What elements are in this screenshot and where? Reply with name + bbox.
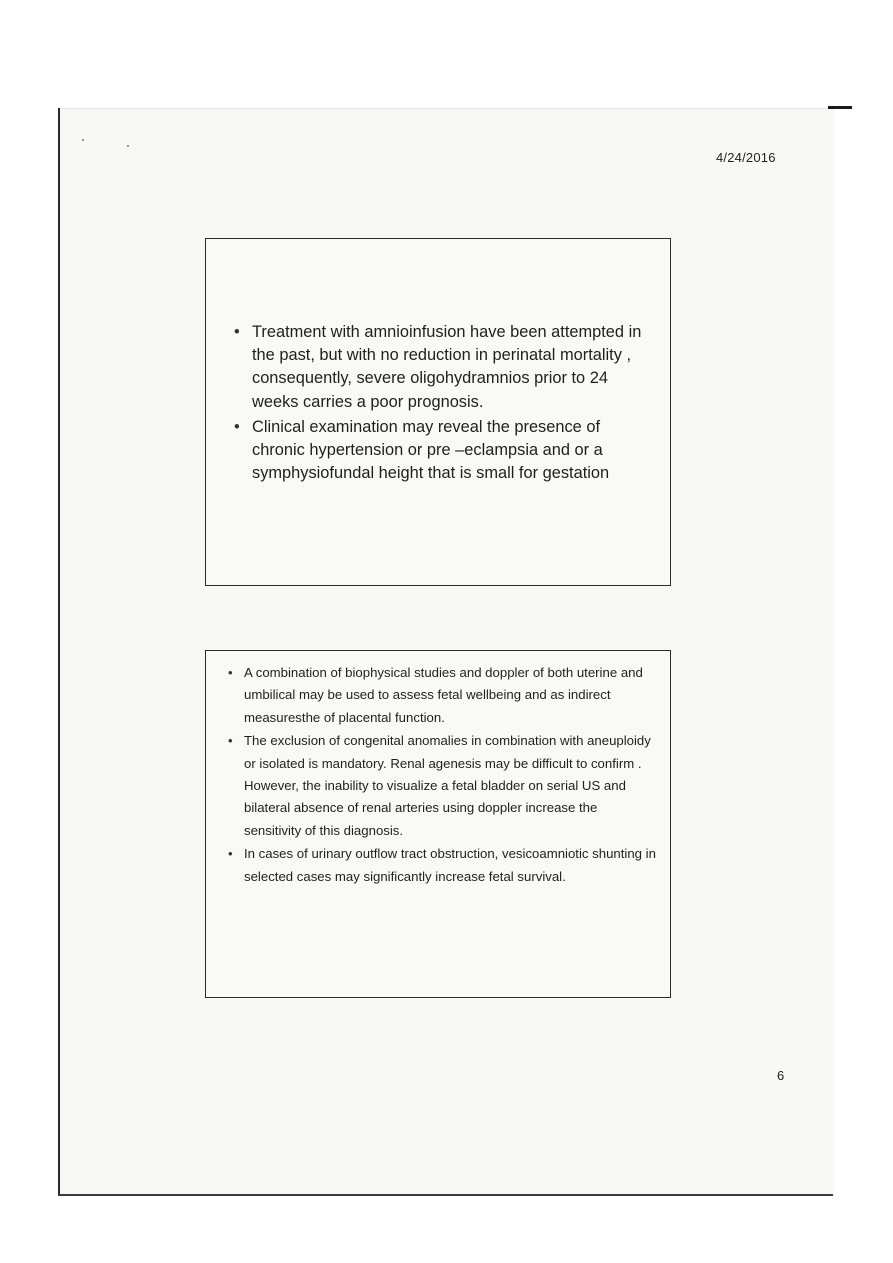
bullet-icon: • [228,733,233,749]
scan-speck [127,145,129,147]
bullet-item [230,321,650,414]
bullet-icon: • [234,417,240,436]
scan-speck [82,139,84,141]
bullet-text: Clinical examination may reveal the presence of chronic hypertension or pre –eclampsia and or a symphysiofundal height that is small for gestation [252,417,610,483]
scan-edge-mark [828,106,852,109]
bullet-item [226,662,656,729]
bullet-icon: • [234,323,240,341]
slide-1 [205,238,671,586]
bullet-item [230,416,650,486]
slide-1-bullet-list [230,321,650,487]
bullet-icon: • [228,846,233,862]
bullet-item [226,730,656,842]
slide-2 [205,650,671,998]
bullet-text: The exclusion of congenital anomalies in combination with aneuploidy or isolated is mandatory. Renal agenesis may be difficult to confirm . However, the inability to visualize a fetal bladder on serial US and bilateral absence of renal arteries using doppler increase the sensitivity of this diagnosis. [244,733,651,838]
bullet-text: In cases of urinary outflow tract obstruction, vesicoamniotic shunting in selected cases may significantly increase fetal survival. [244,846,656,884]
bullet-text: Treatment with amnioinfusion have been attempted in the past, but with no reduction in perinatal mortality , consequently, severe oligohydramnios prior to 24 weeks carries a poor prognosis. [252,323,642,411]
bullet-icon: • [228,665,233,680]
slide-2-bullet-list [226,662,656,889]
page-date: 4/24/2016 [716,150,776,165]
scan-bottom-edge [58,1194,833,1196]
bullet-text: A combination of biophysical studies and doppler of both uterine and umbilical may be used to assess fetal wellbeing and as indirect measuresthe of placental function. [244,665,643,725]
bullet-item [226,843,656,888]
page-number: 6 [777,1068,785,1083]
